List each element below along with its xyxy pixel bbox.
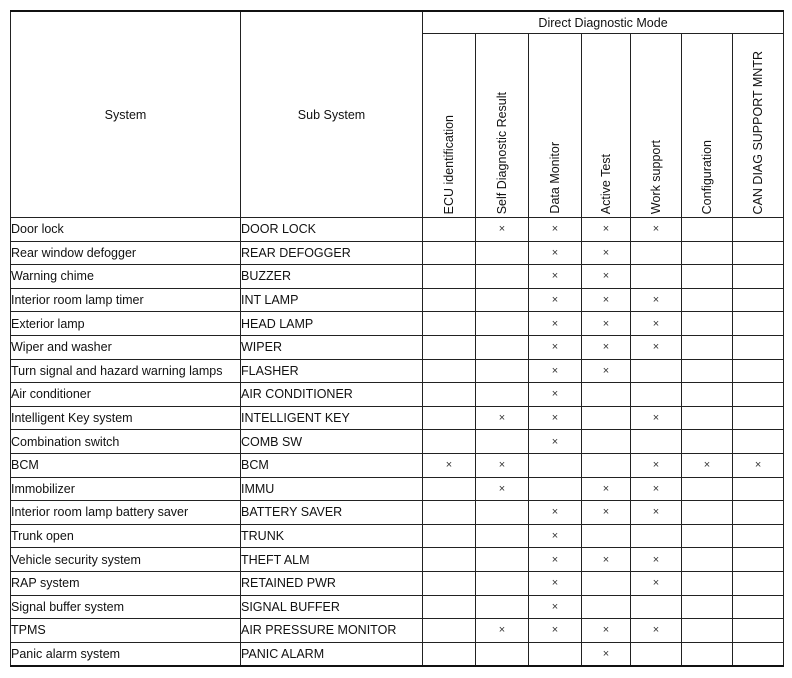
empty-mark-cell: [582, 524, 631, 548]
supported-mark-cell: ×: [529, 595, 582, 619]
empty-mark-cell: [631, 430, 682, 454]
empty-mark-cell: [682, 430, 733, 454]
table-row: [11, 335, 784, 359]
empty-mark-cell: [682, 524, 733, 548]
supported-mark-cell: ×: [582, 218, 631, 242]
empty-mark-cell: [582, 453, 631, 477]
table-row: [11, 430, 784, 454]
empty-mark-cell: [529, 453, 582, 477]
table-row: [11, 406, 784, 430]
table-row: [11, 359, 784, 383]
system-cell: Combination switch: [11, 430, 241, 454]
empty-mark-cell: [733, 548, 784, 572]
system-cell: TPMS: [11, 619, 241, 643]
empty-mark-cell: [582, 595, 631, 619]
mode-header-can-diag-support-mntr: CAN DIAG SUPPORT MNTR: [733, 34, 784, 218]
empty-mark-cell: [476, 383, 529, 407]
empty-mark-cell: [682, 218, 733, 242]
mode-header-ecu-identification: ECU identification: [423, 34, 476, 218]
supported-mark-cell: ×: [529, 430, 582, 454]
table-row: [11, 288, 784, 312]
mode-header-active-test: Active Test: [582, 34, 631, 218]
empty-mark-cell: [423, 571, 476, 595]
empty-mark-cell: [476, 548, 529, 572]
empty-mark-cell: [423, 642, 476, 666]
empty-mark-cell: [476, 241, 529, 265]
table-row: [11, 619, 784, 643]
empty-mark-cell: [733, 524, 784, 548]
supported-mark-cell: ×: [529, 288, 582, 312]
table-row: [11, 571, 784, 595]
empty-mark-cell: [476, 265, 529, 289]
empty-mark-cell: [423, 406, 476, 430]
empty-mark-cell: [476, 312, 529, 336]
supported-mark-cell: ×: [631, 218, 682, 242]
sub-system-cell: AIR PRESSURE MONITOR: [241, 619, 423, 643]
supported-mark-cell: ×: [582, 642, 631, 666]
system-cell: Panic alarm system: [11, 642, 241, 666]
supported-mark-cell: ×: [529, 383, 582, 407]
sub-system-cell: AIR CONDITIONER: [241, 383, 423, 407]
empty-mark-cell: [733, 288, 784, 312]
supported-mark-cell: ×: [529, 571, 582, 595]
supported-mark-cell: ×: [529, 359, 582, 383]
empty-mark-cell: [631, 595, 682, 619]
empty-mark-cell: [476, 359, 529, 383]
empty-mark-cell: [733, 477, 784, 501]
empty-mark-cell: [733, 642, 784, 666]
system-cell: Rear window defogger: [11, 241, 241, 265]
system-cell: Immobilizer: [11, 477, 241, 501]
supported-mark-cell: ×: [733, 453, 784, 477]
empty-mark-cell: [423, 524, 476, 548]
sub-system-column-header: Sub System: [241, 11, 423, 218]
empty-mark-cell: [682, 312, 733, 336]
empty-mark-cell: [733, 265, 784, 289]
supported-mark-cell: ×: [582, 241, 631, 265]
empty-mark-cell: [423, 595, 476, 619]
supported-mark-cell: ×: [582, 359, 631, 383]
supported-mark-cell: ×: [529, 524, 582, 548]
supported-mark-cell: ×: [631, 312, 682, 336]
empty-mark-cell: [423, 477, 476, 501]
mode-header-data-monitor: Data Monitor: [529, 34, 582, 218]
supported-mark-cell: ×: [582, 312, 631, 336]
table-row: [11, 383, 784, 407]
supported-mark-cell: ×: [582, 265, 631, 289]
empty-mark-cell: [682, 288, 733, 312]
sub-system-cell: IMMU: [241, 477, 423, 501]
sub-system-cell: COMB SW: [241, 430, 423, 454]
supported-mark-cell: ×: [631, 571, 682, 595]
system-cell: Door lock: [11, 218, 241, 242]
supported-mark-cell: ×: [631, 477, 682, 501]
sub-system-cell: RETAINED PWR: [241, 571, 423, 595]
empty-mark-cell: [733, 218, 784, 242]
empty-mark-cell: [423, 288, 476, 312]
sub-system-cell: INT LAMP: [241, 288, 423, 312]
empty-mark-cell: [423, 265, 476, 289]
empty-mark-cell: [582, 571, 631, 595]
empty-mark-cell: [476, 501, 529, 525]
empty-mark-cell: [423, 359, 476, 383]
system-column-header: System: [11, 11, 241, 218]
empty-mark-cell: [682, 571, 733, 595]
system-cell: Vehicle security system: [11, 548, 241, 572]
empty-mark-cell: [631, 265, 682, 289]
empty-mark-cell: [682, 406, 733, 430]
empty-mark-cell: [423, 548, 476, 572]
empty-mark-cell: [476, 595, 529, 619]
empty-mark-cell: [733, 619, 784, 643]
sub-system-cell: BUZZER: [241, 265, 423, 289]
empty-mark-cell: [733, 312, 784, 336]
sub-system-cell: SIGNAL BUFFER: [241, 595, 423, 619]
system-cell: Air conditioner: [11, 383, 241, 407]
table-header: [11, 11, 784, 218]
empty-mark-cell: [476, 642, 529, 666]
empty-mark-cell: [682, 501, 733, 525]
mode-header-configuration: Configuration: [682, 34, 733, 218]
supported-mark-cell: ×: [582, 501, 631, 525]
empty-mark-cell: [682, 477, 733, 501]
sub-system-cell: TRUNK: [241, 524, 423, 548]
system-cell: RAP system: [11, 571, 241, 595]
diagnostic-mode-table: [10, 10, 784, 667]
supported-mark-cell: ×: [529, 619, 582, 643]
empty-mark-cell: [476, 430, 529, 454]
empty-mark-cell: [529, 642, 582, 666]
supported-mark-cell: ×: [631, 288, 682, 312]
empty-mark-cell: [582, 406, 631, 430]
system-cell: Signal buffer system: [11, 595, 241, 619]
supported-mark-cell: ×: [476, 218, 529, 242]
supported-mark-cell: ×: [476, 453, 529, 477]
supported-mark-cell: ×: [631, 619, 682, 643]
supported-mark-cell: ×: [529, 335, 582, 359]
empty-mark-cell: [631, 241, 682, 265]
empty-mark-cell: [733, 406, 784, 430]
empty-mark-cell: [631, 524, 682, 548]
supported-mark-cell: ×: [476, 406, 529, 430]
supported-mark-cell: ×: [476, 619, 529, 643]
empty-mark-cell: [733, 383, 784, 407]
supported-mark-cell: ×: [529, 406, 582, 430]
sub-system-cell: FLASHER: [241, 359, 423, 383]
empty-mark-cell: [682, 548, 733, 572]
empty-mark-cell: [529, 477, 582, 501]
empty-mark-cell: [423, 501, 476, 525]
empty-mark-cell: [423, 383, 476, 407]
empty-mark-cell: [582, 430, 631, 454]
empty-mark-cell: [682, 642, 733, 666]
supported-mark-cell: ×: [529, 312, 582, 336]
empty-mark-cell: [423, 335, 476, 359]
empty-mark-cell: [423, 312, 476, 336]
supported-mark-cell: ×: [582, 548, 631, 572]
empty-mark-cell: [423, 241, 476, 265]
empty-mark-cell: [423, 430, 476, 454]
table-row: [11, 501, 784, 525]
supported-mark-cell: ×: [582, 477, 631, 501]
table-row: [11, 453, 784, 477]
sub-system-cell: THEFT ALM: [241, 548, 423, 572]
direct-diagnostic-mode-header: Direct Diagnostic Mode: [423, 11, 784, 34]
empty-mark-cell: [733, 359, 784, 383]
table-row: [11, 265, 784, 289]
supported-mark-cell: ×: [582, 288, 631, 312]
empty-mark-cell: [733, 430, 784, 454]
system-cell: Exterior lamp: [11, 312, 241, 336]
sub-system-cell: INTELLIGENT KEY: [241, 406, 423, 430]
supported-mark-cell: ×: [631, 406, 682, 430]
table-row: [11, 642, 784, 666]
supported-mark-cell: ×: [582, 335, 631, 359]
table-row: [11, 477, 784, 501]
supported-mark-cell: ×: [682, 453, 733, 477]
table-row: [11, 595, 784, 619]
empty-mark-cell: [423, 619, 476, 643]
table-body: [11, 218, 784, 667]
empty-mark-cell: [631, 383, 682, 407]
system-cell: Trunk open: [11, 524, 241, 548]
supported-mark-cell: ×: [529, 548, 582, 572]
table-row: [11, 241, 784, 265]
empty-mark-cell: [682, 359, 733, 383]
empty-mark-cell: [476, 571, 529, 595]
empty-mark-cell: [423, 218, 476, 242]
supported-mark-cell: ×: [529, 218, 582, 242]
supported-mark-cell: ×: [476, 477, 529, 501]
empty-mark-cell: [582, 383, 631, 407]
empty-mark-cell: [631, 359, 682, 383]
supported-mark-cell: ×: [423, 453, 476, 477]
empty-mark-cell: [733, 571, 784, 595]
table-row: [11, 312, 784, 336]
empty-mark-cell: [682, 241, 733, 265]
system-cell: Interior room lamp timer: [11, 288, 241, 312]
system-cell: Intelligent Key system: [11, 406, 241, 430]
empty-mark-cell: [682, 265, 733, 289]
empty-mark-cell: [682, 619, 733, 643]
empty-mark-cell: [682, 383, 733, 407]
sub-system-cell: BCM: [241, 453, 423, 477]
empty-mark-cell: [476, 524, 529, 548]
system-cell: Warning chime: [11, 265, 241, 289]
supported-mark-cell: ×: [631, 335, 682, 359]
mode-header-self-diagnostic-result: Self Diagnostic Result: [476, 34, 529, 218]
empty-mark-cell: [733, 501, 784, 525]
empty-mark-cell: [631, 642, 682, 666]
supported-mark-cell: ×: [631, 501, 682, 525]
supported-mark-cell: ×: [529, 241, 582, 265]
table-row: [11, 524, 784, 548]
empty-mark-cell: [733, 241, 784, 265]
empty-mark-cell: [733, 595, 784, 619]
empty-mark-cell: [733, 335, 784, 359]
sub-system-cell: DOOR LOCK: [241, 218, 423, 242]
sub-system-cell: BATTERY SAVER: [241, 501, 423, 525]
supported-mark-cell: ×: [631, 453, 682, 477]
empty-mark-cell: [476, 335, 529, 359]
system-cell: Interior room lamp battery saver: [11, 501, 241, 525]
sub-system-cell: REAR DEFOGGER: [241, 241, 423, 265]
table-row: [11, 218, 784, 242]
supported-mark-cell: ×: [529, 501, 582, 525]
sub-system-cell: WIPER: [241, 335, 423, 359]
system-cell: Wiper and washer: [11, 335, 241, 359]
supported-mark-cell: ×: [631, 548, 682, 572]
system-cell: BCM: [11, 453, 241, 477]
mode-header-work-support: Work support: [631, 34, 682, 218]
supported-mark-cell: ×: [529, 265, 582, 289]
empty-mark-cell: [682, 335, 733, 359]
sub-system-cell: HEAD LAMP: [241, 312, 423, 336]
table-row: [11, 548, 784, 572]
empty-mark-cell: [476, 288, 529, 312]
empty-mark-cell: [682, 595, 733, 619]
system-cell: Turn signal and hazard warning lamps: [11, 359, 241, 383]
sub-system-cell: PANIC ALARM: [241, 642, 423, 666]
supported-mark-cell: ×: [582, 619, 631, 643]
